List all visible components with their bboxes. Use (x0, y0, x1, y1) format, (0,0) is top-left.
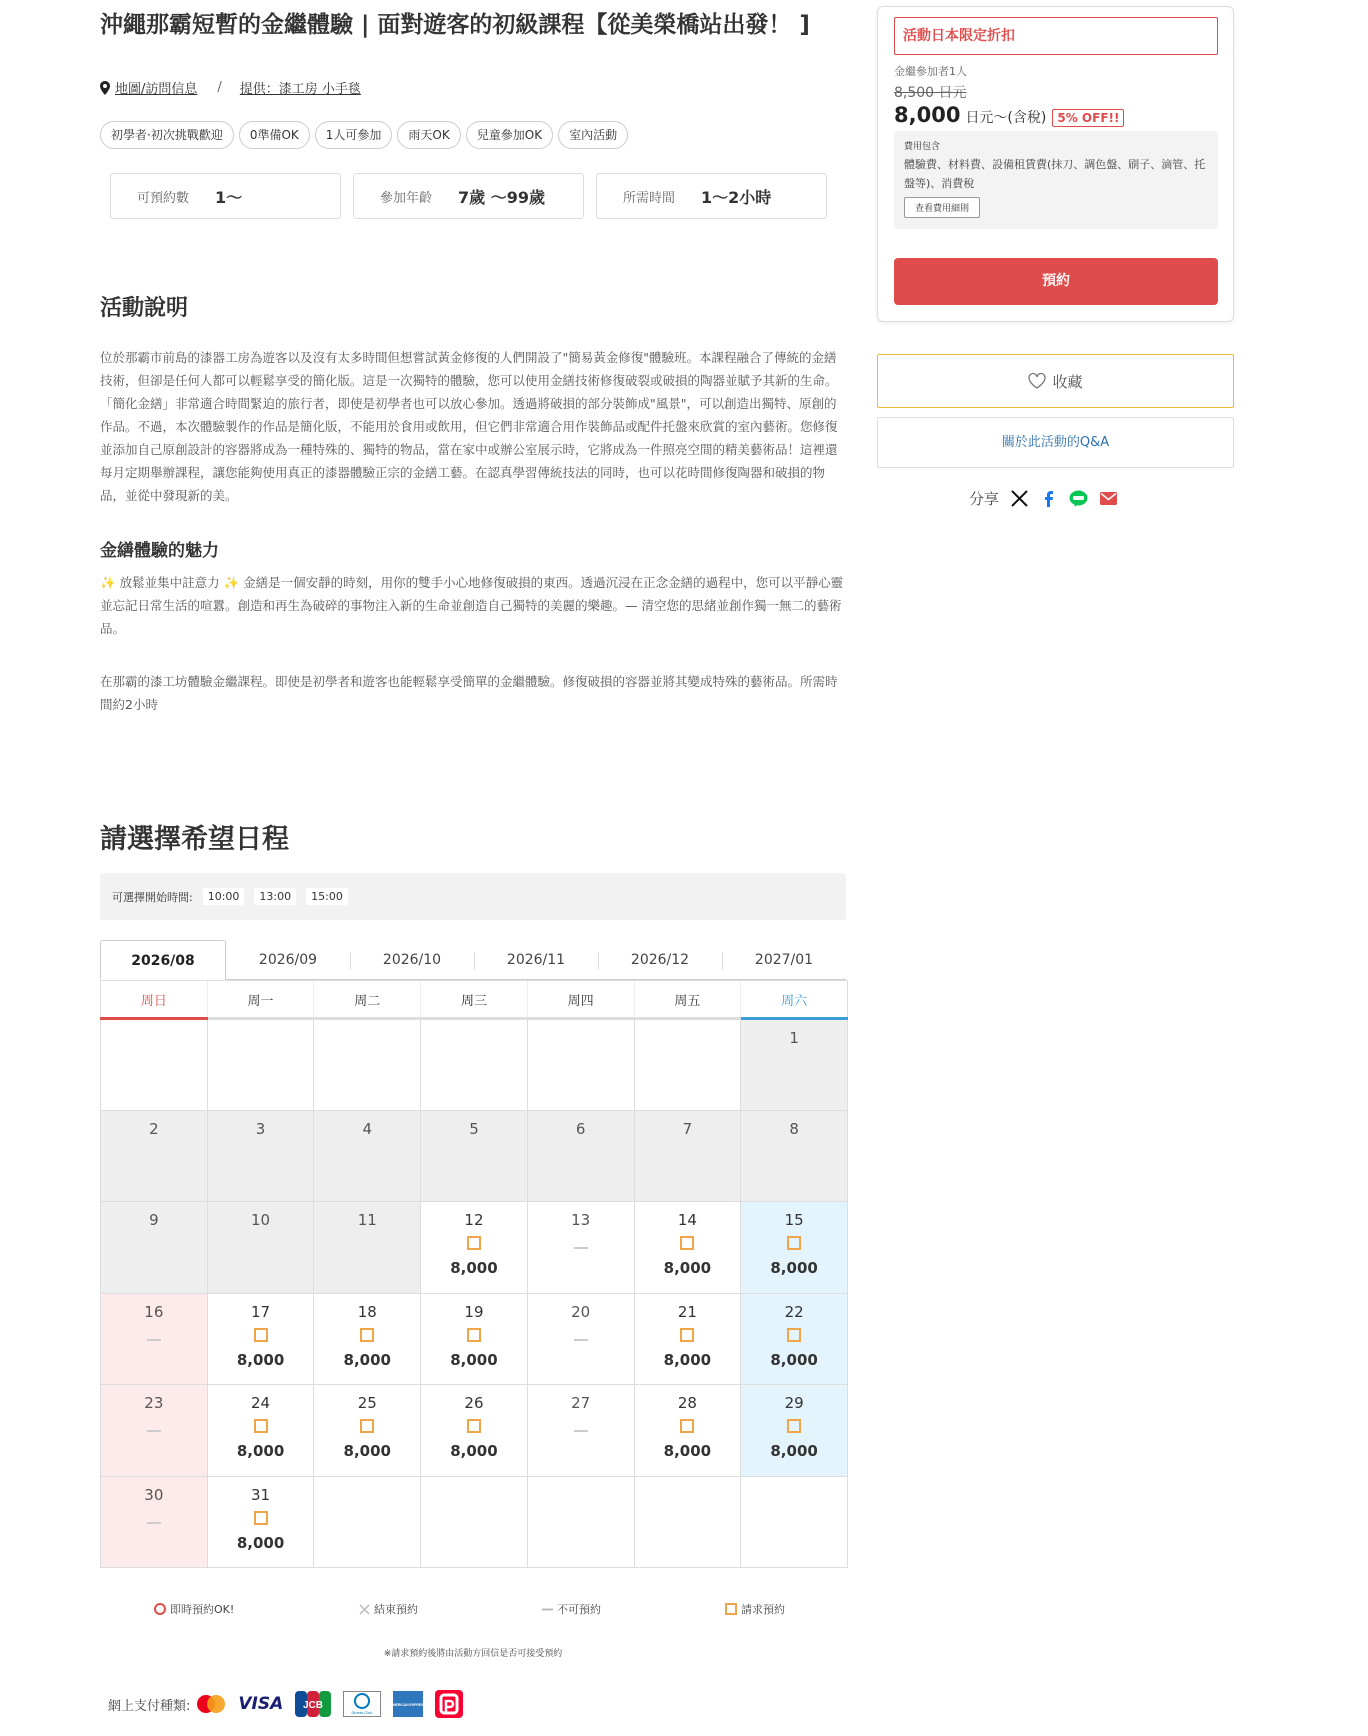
day-number: 5 (469, 1119, 479, 1138)
unavailable-dash-icon (574, 1247, 588, 1249)
fee-includes-text: 體驗費、材料費、設備租賃費(抹刀、調色盤、刷子、滴管、托盤等)、消費稅 (904, 158, 1206, 190)
day-number: 13 (571, 1211, 591, 1229)
weekday-mon: 周一 (207, 981, 314, 1019)
sparkle-icon: ✨ (223, 575, 240, 590)
heart-icon (1028, 373, 1046, 389)
calendar-empty-cell (314, 1019, 421, 1111)
calendar-day-cell (314, 1110, 421, 1202)
legend-label: 即時預約OK! (170, 1603, 235, 1616)
payment-methods (108, 1690, 475, 1718)
tab-month-2026-12[interactable]: 2026/12 (598, 940, 722, 979)
day-number: 7 (682, 1119, 693, 1138)
dash-icon (542, 1604, 553, 1615)
summary-body: 在那霸的漆工坊體驗金繼課程。即使是初學者和遊客也能輕鬆享受簡單的金繼體驗。修復破損的容器並將其變成特殊的藝術品。所需時間約2小時 (100, 674, 838, 712)
calendar-empty-cell (314, 1476, 421, 1568)
day-price: 8,000 (236, 1533, 285, 1552)
sparkle-icon: ✨ (100, 575, 116, 590)
calendar-empty-cell (101, 1019, 208, 1111)
weekday-thu: 周四 (527, 981, 634, 1019)
day-number: 4 (362, 1119, 373, 1138)
calendar-empty-cell (421, 1476, 528, 1568)
american-express-icon (390, 1691, 426, 1717)
circle-icon (154, 1603, 166, 1615)
provider-link[interactable]: 提供：漆工房 小手毯 (239, 82, 361, 97)
day-price: 8,000 (236, 1442, 285, 1460)
day-number: 8 (789, 1119, 799, 1138)
request-square-icon (360, 1328, 374, 1342)
calendar-week-row (101, 1476, 848, 1568)
request-square-icon (467, 1236, 481, 1250)
calendar-day-cell (314, 1202, 421, 1294)
day-number: 10 (251, 1211, 271, 1229)
month-tabs (100, 940, 846, 980)
day-number: 16 (144, 1302, 164, 1321)
calendar-day-cell[interactable] (741, 1293, 848, 1385)
day-number: 6 (575, 1119, 586, 1138)
day-price: 8,000 (343, 1350, 391, 1369)
day-number: 14 (677, 1211, 697, 1229)
calendar-day-cell (527, 1385, 634, 1477)
diners-club-icon (343, 1691, 381, 1717)
stat-duration (596, 173, 827, 219)
stats-row (110, 173, 827, 219)
calendar-week-row (101, 1293, 848, 1385)
request-square-icon (467, 1419, 481, 1433)
tag-solo: 1人可參加 (315, 121, 393, 149)
calendar-day-cell[interactable] (207, 1476, 314, 1568)
day-number: 25 (357, 1394, 377, 1412)
calendar-empty-cell (634, 1019, 741, 1111)
book-button[interactable]: 預約 (894, 258, 1218, 305)
weekday-wed: 周三 (421, 981, 528, 1019)
kintsugi-appeal-body (100, 571, 846, 640)
stat-value: 1～2小時 (701, 187, 772, 207)
request-square-icon (467, 1328, 481, 1342)
calendar-week-row (101, 1110, 848, 1202)
stat-label: 參加年齡 (380, 190, 433, 206)
calendar-day-cell (527, 1202, 634, 1294)
favorite-button[interactable] (877, 354, 1234, 408)
start-time-chip: 13:00 (254, 888, 296, 905)
calendar-day-cell (527, 1293, 634, 1385)
legend-instant (154, 1601, 234, 1617)
weekday-row (101, 981, 848, 1019)
page-title: 沖繩那霸短暫的金繼體驗 | 面對遊客的初級課程【從美榮橋站出發！ ] (100, 12, 810, 38)
legend-closed (359, 1601, 418, 1617)
calendar-day-cell (101, 1476, 208, 1568)
legend-request (725, 1601, 785, 1617)
request-square-icon (254, 1419, 268, 1433)
calendar-week-row (101, 1202, 848, 1294)
calendar-day-cell[interactable] (421, 1293, 528, 1385)
cross-icon (359, 1604, 370, 1615)
stat-value: 7歲 ～99歲 (458, 187, 545, 207)
calendar-day-cell (741, 1110, 848, 1202)
tab-month-2026-08[interactable]: 2026/08 (100, 940, 226, 980)
calendar-day-cell[interactable] (421, 1385, 528, 1477)
calendar-day-cell (101, 1385, 208, 1477)
day-number: 26 (464, 1394, 484, 1412)
calendar-day-cell[interactable] (741, 1385, 848, 1477)
stat-capacity (110, 173, 341, 219)
weekday-sun: 周日 (101, 981, 208, 1019)
day-number: 28 (677, 1394, 697, 1412)
tab-month-2026-11[interactable]: 2026/11 (474, 940, 598, 979)
map-access-link[interactable]: 地圖/訪問信息 (115, 82, 198, 97)
day-price: 8,000 (450, 1442, 498, 1460)
calendar-day-cell[interactable] (634, 1293, 741, 1385)
request-square-icon (254, 1511, 268, 1525)
per-person-label: 金繼參加者1人 (894, 65, 967, 78)
calendar-empty-cell (527, 1019, 634, 1111)
calendar-day-cell[interactable] (207, 1385, 314, 1477)
mastercard-icon (196, 1694, 226, 1714)
x-twitter-icon[interactable] (1011, 490, 1028, 507)
request-square-icon (680, 1419, 694, 1433)
calendar-empty-cell (207, 1019, 314, 1111)
tag-kids-ok: 兒童參加OK (466, 121, 553, 149)
calendar-day-cell (741, 1019, 848, 1111)
stat-value: 1～ (215, 187, 243, 207)
relax-highlight: 放鬆並集中註意力 (119, 575, 220, 590)
unavailable-dash-icon (147, 1339, 161, 1341)
price-value: 8,000 (894, 103, 961, 127)
calendar-week-row (101, 1385, 848, 1477)
original-price: 8,500 日元 (894, 85, 967, 101)
description-body: 位於那霸市前島的漆器工房為遊客以及沒有太多時間但想嘗試黃金修復的人們開設了"簡易黃金修復"體驗班。本課程融合了傳統的金繕技術，但卻是任何人都可以輕鬆享受的簡化版。這是一次獨特的體驗，您可以使用金繕技術修復破裂或破損的陶器並賦予其新的生命。「簡化金繕」非常適合時間緊迫的旅行者，即使是初學者也可以放心參加。透過將破損的部分裝飾成"風景"，可以創造出獨特、原創的作品。不過，本次體驗製作的作品是簡化版，不能用於食用或飲用，但它們非常適合用作裝飾品或配件托盤來欣賞的室內藝術。您修復並添加自己原創設計的容器將成為一種特殊的、獨特的物品，當在家中或辦公室展示時，它將成為一件照亮空間的精美藝術品！這裡還每月定期舉辦課程，讓您能夠使用真正的漆器體驗正宗的金繕工藝。在認真學習傳統技法的同時，也可以花時間修復陶器和破損的物品，並從中發現新的美。 (100, 350, 838, 503)
legend-label: 結束預約 (374, 1603, 418, 1616)
day-price: 8,000 (663, 1350, 712, 1369)
day-number: 15 (784, 1211, 804, 1229)
fee-detail-button[interactable]: 查看費用細則 (904, 197, 980, 218)
favorite-label: 收藏 (1052, 372, 1083, 391)
day-number: 20 (571, 1302, 591, 1321)
calendar-day-cell (527, 1110, 634, 1202)
stat-label: 所需時間 (623, 190, 676, 206)
calendar-day-cell[interactable] (314, 1385, 421, 1477)
line-icon[interactable] (1069, 490, 1088, 508)
meta-separator: / (217, 80, 222, 95)
share-row (969, 488, 1117, 509)
day-price: 8,000 (663, 1259, 712, 1277)
calendar-day-cell[interactable] (634, 1202, 741, 1294)
request-square-icon (787, 1328, 801, 1342)
day-number: 21 (677, 1302, 697, 1321)
tag-indoor: 室內活動 (558, 121, 628, 149)
stat-age (353, 173, 584, 219)
share-label: 分享 (969, 490, 1000, 508)
price-row (894, 103, 1124, 127)
unavailable-dash-icon (574, 1430, 588, 1432)
weekday-fri: 周五 (634, 981, 741, 1019)
day-number: 23 (144, 1394, 164, 1412)
calendar-day-cell (207, 1110, 314, 1202)
start-time-chip: 15:00 (306, 888, 348, 905)
calendar-empty-cell (741, 1476, 848, 1568)
qa-link[interactable]: 關於此活動的Q&A (877, 417, 1234, 468)
description-heading: 活動說明 (100, 296, 189, 321)
diners-text: Diners Club (351, 1710, 373, 1715)
day-price: 8,000 (770, 1350, 818, 1369)
day-number: 30 (144, 1485, 164, 1504)
day-number: 31 (251, 1485, 271, 1504)
email-icon[interactable] (1100, 492, 1117, 505)
day-price: 8,000 (663, 1442, 712, 1460)
price-unit: 日元～(含稅) (965, 110, 1047, 126)
day-price: 8,000 (450, 1350, 498, 1369)
day-number: 12 (464, 1211, 484, 1229)
fee-includes (894, 131, 1218, 229)
request-square-icon (254, 1328, 268, 1342)
request-square-icon (680, 1328, 694, 1342)
day-price: 8,000 (770, 1442, 818, 1460)
calendar-day-cell (421, 1110, 528, 1202)
calendar-day-cell[interactable] (314, 1293, 421, 1385)
start-times-label: 可選擇開始時間: (112, 890, 193, 904)
weekday-tue: 周二 (314, 981, 421, 1019)
fee-includes-title: 費用包含 (904, 142, 941, 152)
calendar-day-cell[interactable] (634, 1385, 741, 1477)
day-number: 18 (357, 1302, 377, 1321)
meta-row (100, 78, 361, 97)
request-square-icon (680, 1236, 694, 1250)
day-number: 3 (255, 1119, 266, 1138)
request-square-icon (787, 1236, 801, 1250)
unavailable-dash-icon (147, 1430, 161, 1432)
legend-label: 請求預約 (741, 1603, 785, 1616)
square-icon (725, 1603, 737, 1615)
calendar-empty-cell (527, 1476, 634, 1568)
day-number: 29 (784, 1394, 804, 1412)
jcb-icon (295, 1691, 331, 1717)
facebook-icon[interactable] (1040, 490, 1057, 507)
calendar-empty-cell (634, 1476, 741, 1568)
paypay-icon (435, 1690, 463, 1718)
day-price: 8,000 (236, 1350, 285, 1369)
calendar-day-cell[interactable] (741, 1202, 848, 1294)
stat-label: 可預約數 (137, 190, 190, 206)
calendar-day-cell (207, 1202, 314, 1294)
unavailable-dash-icon (147, 1522, 161, 1524)
calendar-day-cell (634, 1110, 741, 1202)
weekday-sat: 周六 (741, 981, 848, 1019)
day-number: 9 (149, 1211, 159, 1229)
day-number: 1 (789, 1029, 799, 1047)
day-price: 8,000 (450, 1259, 498, 1277)
tag-rain-ok: 雨天OK (397, 121, 460, 149)
calendar (100, 980, 848, 1568)
schedule-heading: 請選擇希望日程 (100, 824, 289, 855)
calendar-day-cell (101, 1202, 208, 1294)
day-price: 8,000 (343, 1442, 391, 1460)
map-pin-icon (100, 81, 110, 95)
price-box (877, 6, 1234, 322)
tab-month-2027-01[interactable]: 2027/01 (722, 940, 846, 979)
request-square-icon (360, 1419, 374, 1433)
jcb-text: JCB (303, 1700, 324, 1711)
promo-banner: 活動日本限定折扣 (894, 17, 1218, 55)
tab-month-2026-10[interactable]: 2026/10 (350, 940, 474, 979)
day-number: 11 (357, 1211, 377, 1229)
visa-icon: VISA (238, 1694, 284, 1714)
day-number: 19 (464, 1302, 484, 1321)
day-number: 2 (149, 1119, 159, 1138)
feature-tags (100, 121, 628, 149)
request-note: ※請求預約後將由活動方回信是否可接受預約 (383, 1649, 563, 1659)
kintsugi-appeal-text: 金繕是一個安靜的時刻，用你的雙手小心地修復破損的東西。透過沉浸在正念金繕的過程中，您可以平靜心靈並忘記日常生活的喧囂。創造和再生為破碎的事物注入新的生命並創造自己獨特的美麗的樂趣。— 清空您的思緒並創作獨一無二的藝術品。 (100, 575, 844, 636)
amex-text: AMERICAN EXPRESS (390, 1703, 426, 1707)
calendar-day-cell (101, 1293, 208, 1385)
tag-no-prep: 0準備OK (239, 121, 310, 149)
calendar-day-cell (101, 1110, 208, 1202)
request-square-icon (787, 1419, 801, 1433)
kintsugi-appeal-heading: 金繕體驗的魅力 (100, 541, 219, 561)
day-price: 8,000 (770, 1259, 818, 1277)
tab-month-2026-09[interactable]: 2026/09 (258, 952, 318, 968)
legend-label: 不可預約 (557, 1603, 601, 1616)
unavailable-dash-icon (574, 1339, 588, 1341)
day-number: 27 (571, 1394, 591, 1412)
day-number: 17 (251, 1302, 271, 1321)
payment-label: 網上支付種類: (108, 1698, 191, 1714)
tag-beginner: 初學者·初次挑戰歡迎 (100, 121, 234, 149)
start-time-chip: 10:00 (203, 888, 245, 905)
day-number: 22 (784, 1302, 804, 1321)
calendar-day-cell[interactable] (207, 1293, 314, 1385)
start-times-bar (100, 873, 846, 920)
discount-badge: 5% OFF!! (1052, 109, 1124, 127)
calendar-day-cell[interactable] (421, 1202, 528, 1294)
day-number: 24 (251, 1394, 271, 1412)
calendar-empty-cell (421, 1019, 528, 1111)
calendar-week-row (101, 1019, 848, 1111)
legend-unavailable (542, 1601, 601, 1617)
